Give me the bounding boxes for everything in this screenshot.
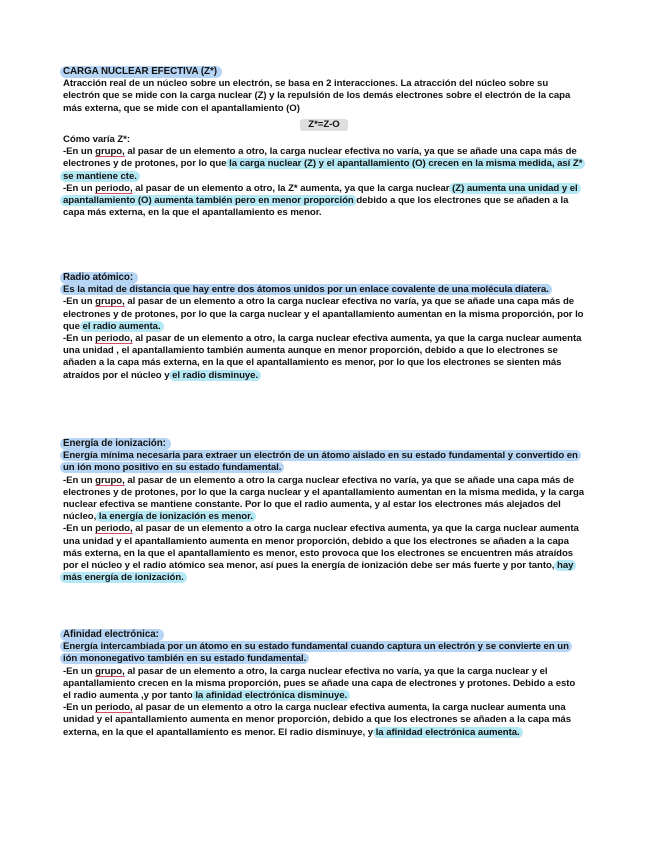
body: al pasar de un elemento a otro, la carga nuclear efectiva no varía, ya que se añade una capa más de electrones y de protones, por lo que: [63, 146, 577, 170]
definition-paragraph: [63, 284, 585, 296]
body: al pasar de un elemento a otro la carga nuclear efectiva no varía, ya que se añade una capa más de electrones y de protones, por lo que la carga nuclear y el apantallamiento aumentan en la misma proporción, por lo que: [63, 296, 584, 332]
group-paragraph: [63, 296, 585, 333]
group-paragraph: [63, 666, 585, 703]
highlight: el radio disminuye.: [169, 370, 261, 381]
highlight: la carga nuclear (Z) y el apantallamiento (O) crecen en la misma medida, así Z* se mantiene cte.: [60, 158, 585, 181]
group-paragraph: [63, 146, 585, 183]
group-keyword: grupo,: [95, 296, 125, 308]
section-carga-nuclear: [63, 66, 585, 219]
body: al pasar de un elemento a otro la carga nuclear efectiva aumenta, la carga nuclear aumenta una unidad y el apantallamiento aumenta en menor proporción, debido a que los electrones se añaden a la capa más externa, en la que el apantallamiento es menor. El radio disminuye, y: [63, 702, 572, 738]
section-title: Radio atómico:: [60, 272, 138, 284]
tail: debido a que los electrones que se añaden a la capa más externa, en la que el apantallamiento es menor.: [63, 195, 569, 219]
prefix: -En un: [63, 474, 96, 486]
body: al pasar de un elemento a otro, la carga nuclear efectiva aumenta, ya que la carga nuclear aumenta una unidad , el apantallamiento también aumenta aunque en menor proporción, debido a que lo electrones se añaden a la capa más externa, en la que el apantallamiento es menor, por lo que los electrones se sienten más atraídos por el núcleo y: [63, 333, 582, 381]
group-paragraph: [63, 475, 585, 524]
definition-highlight: Energía intercambiada por un átomo en su estado fundamental cuando captura un electrón y se convierte en un ión mononegativo también en su estado fundamental.: [60, 641, 572, 664]
section-title: Energía de ionización:: [60, 438, 171, 450]
period-paragraph: [63, 702, 585, 739]
section-energia-ionizacion: [63, 438, 585, 584]
section-title: CARGA NUCLEAR EFECTIVA (Z*): [60, 66, 222, 78]
highlight: la afinidad electrónica disminuye.: [192, 690, 350, 701]
formula: [63, 119, 585, 131]
period-paragraph: [63, 523, 585, 584]
definition-highlight: Energía mínima necesaria para extraer un electrón de un átomo aislado en su estado fundamental y convertido en un ión mono positivo en su estado fundamental.: [60, 450, 581, 473]
prefix: -En un: [63, 523, 96, 535]
period-paragraph: [63, 333, 585, 382]
prefix: -En un: [63, 665, 96, 677]
body: al pasar de un elemento a otro la carga nuclear efectiva aumenta, ya que la carga nuclear aumenta una unidad y el apantallamiento aumenta en menor proporción, debido a que los electrones se añaden a la capa más externa, en la que el apantallamiento es menor, esto provoca que los electrones se encuentren más atraídos por el núcleo y el radio atómico sea menor, así pues la energía de ionización debe ser más fuerte y por tanto,: [63, 523, 579, 572]
body: al pasar de un elemento a otro la carga nuclear efectiva no varía, ya que se añade una capa más de electrones y de protones, por lo que la carga nuclear y el apantallamiento aumentan en la misma medida, y la carga nuclear efectiva se mantiene constante. Por lo que el radio aumenta, y al estar los electrones más alejados del núcleo,: [63, 474, 585, 523]
definition-text: Atracción real de un núcleo sobre un electrón, se basa en 2 interacciones. La atracción del núcleo sobre su electrón que se mide con la carga nuclear (Z) y la repulsión de los demás electrones sobre el electrón de la capa más externa, que se mide con el apantallamiento (O): [63, 78, 571, 114]
section-afinidad-electronica: [63, 629, 585, 739]
definition-paragraph: [63, 450, 585, 474]
prefix: -En un: [63, 702, 96, 714]
prefix: -En un: [63, 182, 96, 194]
group-keyword: grupo,: [95, 474, 125, 486]
period-keyword: periodo,: [95, 523, 133, 535]
group-keyword: grupo,: [95, 665, 125, 677]
group-keyword: grupo,: [95, 146, 125, 158]
section-title: Afinidad electrónica:: [60, 629, 164, 641]
highlight: la afinidad electrónica aumenta.: [373, 727, 523, 738]
prefix: -En un: [63, 146, 96, 158]
subheading: Cómo varía Z*:: [63, 134, 131, 146]
body: al pasar de un elemento a otro, la Z* aumenta, ya que la carga nuclear: [132, 182, 450, 194]
period-keyword: periodo,: [95, 333, 133, 345]
period-keyword: periodo,: [95, 702, 133, 714]
highlight: hay más energía de ionización.: [60, 560, 576, 583]
formula-text: Z*=Z-O: [300, 119, 347, 131]
prefix: -En un: [63, 296, 96, 308]
period-paragraph: [63, 183, 585, 220]
period-keyword: periodo,: [95, 182, 133, 194]
highlight: el radio aumenta.: [80, 321, 164, 332]
definition-highlight: Es la mitad de distancia que hay entre dos átomos unidos por un enlace covalente de una molécula diatera.: [60, 284, 552, 295]
section-radio-atomico: [63, 272, 585, 382]
highlight: (Z) aumenta una unidad y el apantallamiento (O) aumenta también pero en menor proporción: [60, 183, 581, 206]
prefix: -En un: [63, 333, 96, 345]
highlight: la energía de ionización es menor.: [96, 511, 256, 522]
definition-paragraph: [63, 641, 585, 665]
body: al pasar de un elemento a otro, la carga nuclear efectiva no varía, ya que la carga nuclear y el apantallamiento crecen en la misma proporción, pues se añade una capa de electrones y protones. Debido a esto el radio aumenta ,y por tanto: [63, 665, 576, 702]
